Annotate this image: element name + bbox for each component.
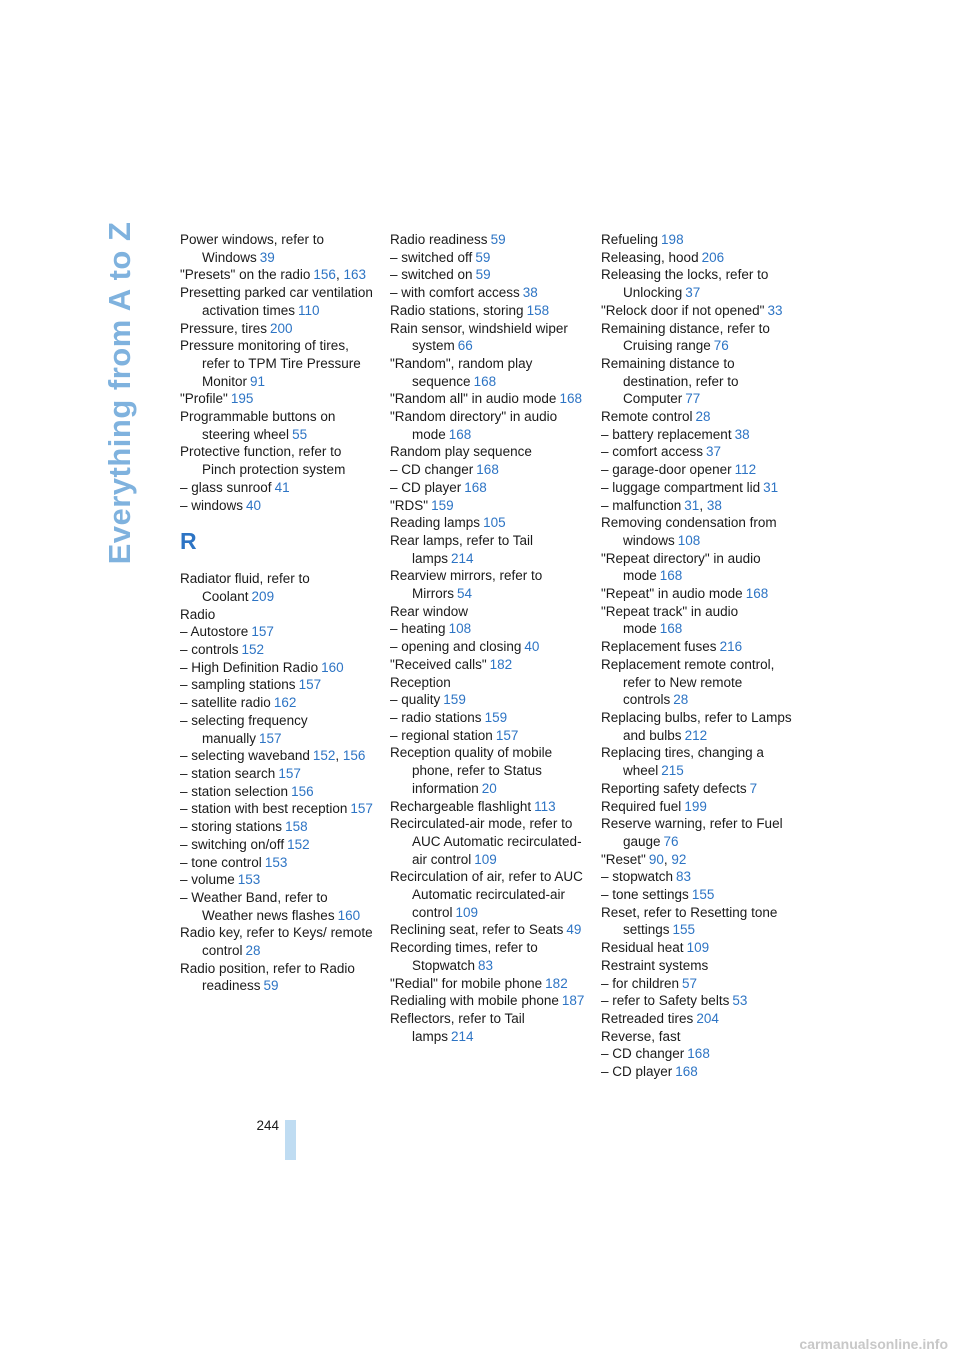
index-entry	[601, 798, 796, 816]
footer-watermark: carmanualsonline.info	[799, 1336, 948, 1352]
index-entry-text: – CD changer	[601, 1046, 685, 1062]
index-entry-text: "Presets" on the radio	[180, 267, 311, 283]
page-reference-link[interactable]: 199	[684, 798, 707, 814]
page-reference-link[interactable]: 157	[298, 677, 322, 693]
index-entry-text: Reclining seat, refer to Seats	[390, 922, 564, 938]
index-entry	[390, 868, 585, 921]
index-entry-text: Rain sensor, windshield wiper system	[390, 320, 568, 354]
index-entry-text: Power windows, refer to Windows	[180, 232, 325, 265]
index-entry-text: – switching on/off	[180, 836, 285, 852]
index-entry	[180, 497, 375, 515]
index-entry	[180, 284, 375, 319]
index-entry	[180, 337, 375, 390]
page-reference-link[interactable]: 168	[659, 621, 683, 637]
page-reference-link[interactable]: 83	[676, 869, 692, 885]
page-reference-link[interactable]: 157	[350, 801, 373, 817]
page-reference-link[interactable]: 168	[464, 479, 487, 495]
page-reference-link[interactable]: 187	[561, 993, 585, 1009]
page-reference-link[interactable]: 41	[274, 479, 290, 495]
page-reference-link[interactable]: 168	[659, 568, 683, 584]
page-reference-link[interactable]: 162	[273, 695, 297, 711]
index-entry-text: "Random directory" in audio mode	[390, 409, 558, 442]
index-entry-text: Removing condensation from windows	[601, 515, 777, 548]
page-reference-link[interactable]: 159	[484, 709, 508, 725]
index-column-1	[180, 231, 375, 995]
page-reference-link[interactable]: 157	[278, 765, 301, 781]
page-reference-link[interactable]: 155	[672, 922, 696, 938]
page-reference-link[interactable]: 113	[534, 798, 556, 814]
index-entry	[601, 514, 796, 549]
page-reference-link[interactable]: 40	[246, 497, 262, 513]
page-reference-link[interactable]: 158	[526, 302, 550, 318]
page-reference-link[interactable]: 57	[682, 975, 698, 991]
index-entry	[390, 656, 585, 674]
page-reference-link[interactable]: 214	[451, 550, 474, 566]
index-entry	[180, 623, 375, 641]
index-entry	[390, 408, 585, 443]
page-reference-link[interactable]: 20	[481, 780, 497, 796]
index-entry	[180, 479, 375, 497]
page-reference-link[interactable]: 112	[734, 462, 757, 478]
index-entry	[390, 284, 585, 302]
index-entry-text: "Random", random play sequence	[390, 355, 533, 389]
index-entry	[390, 514, 585, 532]
index-entry-text: Pressure monitoring of tires, refer to TPM Tire Pressure Monitor	[180, 338, 361, 389]
letter-heading: R	[180, 528, 197, 555]
page-reference-link[interactable]: 160	[337, 907, 361, 923]
page-reference-link[interactable]: 7	[749, 780, 758, 796]
index-entry-text: "Redial" for mobile phone	[390, 975, 543, 991]
page-reference-link[interactable]: 28	[695, 409, 711, 425]
index-entry	[390, 320, 585, 355]
index-entry-text: "Reset"	[601, 851, 646, 867]
index-entry	[180, 408, 375, 443]
index-entry	[601, 638, 796, 656]
index-entry-text: – opening and closing	[390, 639, 522, 655]
index-entry-text: – regional station	[390, 727, 493, 743]
page-reference-link[interactable]: 39	[259, 249, 275, 265]
index-entry-text: Replacement remote control, refer to New remote controls	[601, 656, 775, 708]
index-entry	[180, 443, 375, 478]
index-entry-text: – tone control	[180, 854, 262, 870]
index-entry	[390, 266, 585, 284]
index-entry	[390, 497, 585, 515]
index-entry-text: – stopwatch	[601, 869, 674, 885]
index-entry-text: Releasing the locks, refer to Unlocking	[601, 267, 769, 301]
index-entry	[180, 712, 375, 747]
index-entry	[180, 641, 375, 659]
index-entry	[601, 868, 796, 886]
index-entry-text: – station search	[180, 765, 276, 781]
page-reference-link[interactable]: 168	[448, 426, 472, 442]
index-entry	[390, 709, 585, 727]
index-entry	[390, 975, 585, 993]
index-entry	[601, 744, 796, 779]
index-entry-text: Reception quality of mobile phone, refer to Status information	[390, 745, 553, 796]
index-entry-text: Radio key, refer to Keys/ remote control	[180, 925, 373, 959]
index-entry-text: Reporting safety defects	[601, 780, 747, 796]
index-entry	[390, 567, 585, 602]
index-entry-text: – selecting frequency manually	[180, 712, 308, 746]
index-entry: – selecting waveband 152, 156	[180, 748, 366, 764]
index-entry	[601, 992, 796, 1010]
index-entry-text: – High Definition Radio	[180, 659, 319, 675]
page-reference-link[interactable]: 92	[671, 851, 687, 867]
page-reference-link[interactable]: 59	[490, 232, 506, 247]
index-entry-text: – CD changer	[390, 462, 474, 478]
index-entry	[601, 815, 796, 850]
index-entry-text: Rear lamps, refer to Tail lamps	[390, 532, 534, 566]
index-entry	[601, 320, 796, 355]
page-reference-link[interactable]: 76	[713, 338, 729, 354]
page-reference-link[interactable]: 53	[732, 993, 748, 1009]
index-entry-text: Reflectors, refer to Tail lamps	[390, 1010, 525, 1044]
side-section-title	[100, 221, 140, 565]
index-entry	[601, 461, 796, 479]
index-entry-text: Remaining distance to destination, refer to Computer	[601, 355, 739, 407]
page-reference-link[interactable]: 109	[455, 904, 479, 920]
index-entry	[180, 694, 375, 712]
index-entry-text: – controls	[180, 642, 239, 658]
index-entry	[390, 674, 585, 692]
index-entry	[390, 249, 585, 267]
page-reference-link[interactable]: 159	[431, 497, 454, 513]
index-entry	[601, 443, 796, 461]
index-entry-text: Reading lamps	[390, 515, 481, 531]
page-reference-link[interactable]: 37	[706, 444, 722, 460]
index-entry-text: Programmable buttons on steering wheel	[180, 409, 336, 442]
page-number-bar	[285, 1120, 296, 1160]
index-entry-text: – windows	[180, 497, 244, 513]
index-entry-text: Residual heat	[601, 940, 684, 956]
index-entry	[390, 443, 585, 461]
index-entry	[601, 355, 796, 408]
index-entry-text: Recirculated-air mode, refer to AUC Automatic recirculated-air control	[390, 816, 582, 867]
page-reference-link[interactable]: 66	[457, 338, 473, 354]
index-column-3	[601, 231, 796, 1081]
index-entry	[180, 871, 375, 889]
index-entry	[390, 302, 585, 320]
page-reference-link[interactable]: 105	[483, 515, 506, 531]
index-entry	[390, 603, 585, 621]
page-reference-link[interactable]: 157	[259, 730, 282, 746]
index-entry	[180, 606, 375, 624]
page-reference-link[interactable]: 216	[719, 639, 743, 655]
index-entry	[390, 532, 585, 567]
index-entry	[601, 1010, 796, 1028]
page-reference-link[interactable]: 160	[321, 659, 344, 675]
index-entry-text: "Received calls"	[390, 656, 487, 672]
page-reference-link[interactable]: 155	[691, 887, 715, 903]
index-entry	[390, 727, 585, 745]
index-entry-text: Radio readiness	[390, 232, 488, 247]
page-reference-link[interactable]: 59	[475, 249, 491, 265]
index-entry	[601, 249, 796, 267]
index-entry	[180, 231, 375, 266]
index-entry-text: "Profile"	[180, 391, 228, 407]
index-entry-text: – station selection	[180, 783, 289, 799]
index-entry-text: – quality	[390, 692, 441, 708]
index-entry-text: Replacing tires, changing a wheel	[601, 745, 764, 779]
page-reference-link[interactable]: 198	[661, 232, 684, 247]
index-entry-text: Replacing bulbs, refer to Lamps and bulbs	[601, 709, 792, 743]
page-reference-link[interactable]: 59	[263, 978, 279, 994]
page-reference-link[interactable]: 90	[648, 851, 664, 867]
page-reference-link[interactable]: 55	[292, 426, 308, 442]
index-entry	[390, 691, 585, 709]
index-entry	[180, 889, 375, 924]
index-entry	[601, 479, 796, 497]
index-entry	[180, 765, 375, 783]
page-reference-link[interactable]: 54	[457, 586, 473, 602]
index-entry	[601, 302, 796, 320]
index-entry-text: – tone settings	[601, 887, 689, 903]
index-entry	[601, 408, 796, 426]
index-entry	[601, 957, 796, 975]
page-reference-link[interactable]: 152	[312, 748, 336, 764]
page-reference-link[interactable]: 200	[270, 320, 293, 336]
index-entry	[390, 231, 585, 249]
index-entry	[180, 818, 375, 836]
index-entry	[390, 815, 585, 868]
side-section-title-text: Everything from A to Z	[102, 221, 137, 565]
page-reference-link[interactable]: 28	[245, 943, 261, 959]
index-entry-text: – refer to Safety belts	[601, 993, 730, 1009]
index-entry-text: – CD player	[601, 1064, 673, 1080]
page-reference-link[interactable]: 108	[677, 532, 701, 548]
index-entry	[601, 939, 796, 957]
index-entry	[390, 620, 585, 638]
index-entry	[601, 709, 796, 744]
page-reference-link[interactable]: 38	[522, 285, 538, 301]
index-entry-text: – storing stations	[180, 819, 283, 835]
index-entry-text: Pressure, tires	[180, 320, 268, 336]
page-reference-link[interactable]: 38	[706, 497, 722, 513]
page-reference-link[interactable]: 31	[684, 497, 700, 513]
index-entry-text: Reserve warning, refer to Fuel gauge	[601, 816, 783, 849]
index-entry-text: – with comfort access	[390, 285, 520, 301]
index-entry	[390, 638, 585, 656]
index-entry-text: – radio stations	[390, 709, 482, 725]
page-reference-link[interactable]: 157	[251, 624, 274, 640]
page-reference-link[interactable]: 156	[313, 267, 336, 283]
index-entry	[390, 992, 585, 1010]
index-entry-text: Restraint systems	[601, 957, 709, 973]
page-reference-link[interactable]: 91	[250, 373, 266, 389]
index-entry	[601, 975, 796, 993]
index-entry-text: Reverse, fast	[601, 1028, 681, 1044]
page-reference-link[interactable]: 38	[734, 426, 750, 442]
page-reference-link[interactable]: 168	[559, 391, 582, 407]
index-entry-text: "RDS"	[390, 497, 429, 513]
page-reference-link[interactable]: 182	[545, 975, 568, 991]
index-entry-text: Recirculation of air, refer to AUC Automatic recirculated-air control	[390, 869, 583, 920]
index-entry	[390, 1010, 585, 1045]
index-entry-text: Redialing with mobile phone	[390, 993, 559, 1009]
index-entry	[601, 550, 796, 585]
index-entry	[180, 320, 375, 338]
page-reference-link[interactable]: 163	[343, 267, 366, 283]
page-reference-link[interactable]: 168	[473, 373, 497, 389]
index-entry-text: "Repeat directory" in audio mode	[601, 550, 761, 584]
index-entry	[180, 836, 375, 854]
index-entry-text: Rearview mirrors, refer to Mirrors	[390, 568, 543, 602]
page-reference-link[interactable]: 156	[291, 783, 314, 799]
index-entry	[180, 783, 375, 801]
index-entry	[390, 355, 585, 390]
index-entry-text: Remote control	[601, 409, 693, 425]
index-entry	[390, 798, 585, 816]
index-entry-text: – malfunction	[601, 497, 682, 513]
page-reference-link[interactable]: 31	[763, 479, 779, 495]
index-entry-text: Random play sequence	[390, 444, 532, 460]
index-entry-text: – battery replacement	[601, 426, 732, 442]
index-entry	[601, 886, 796, 904]
page-reference-link[interactable]: 204	[696, 1010, 719, 1026]
index-entry-text: – glass sunroof	[180, 479, 272, 495]
index-entry	[601, 904, 796, 939]
page-reference-link[interactable]: 152	[287, 836, 310, 852]
index-entry: – malfunction 31, 38	[601, 497, 722, 513]
page-reference-link[interactable]: 206	[701, 249, 725, 265]
index-entry	[390, 461, 585, 479]
index-entry-text: – satellite radio	[180, 695, 271, 711]
page-reference-link[interactable]: 77	[685, 391, 701, 407]
index-entry-text: Rechargeable flashlight	[390, 798, 532, 814]
index-entry	[180, 570, 375, 605]
index-entry-text: Radio stations, storing	[390, 302, 524, 318]
page-reference-link[interactable]: 109	[686, 940, 710, 956]
page-reference-link[interactable]: 153	[237, 872, 261, 888]
page-reference-link[interactable]: 76	[663, 833, 679, 849]
index-entry-text: Remaining distance, refer to Cruising range	[601, 320, 770, 354]
page-reference-link[interactable]: 215	[661, 763, 684, 779]
index-entry-text: Radiator fluid, refer to Coolant	[180, 571, 310, 604]
index-entry-text: – CD player	[390, 479, 462, 495]
index-entry-text: Replacement fuses	[601, 639, 717, 655]
index-entry	[180, 924, 375, 959]
index-entry	[601, 266, 796, 301]
index-entry	[390, 921, 585, 939]
index-entry	[180, 960, 375, 995]
index-entry: "Reset" 90, 92	[601, 851, 687, 867]
page-reference-link[interactable]: 168	[675, 1064, 698, 1080]
page-reference-link[interactable]: 153	[264, 854, 288, 870]
page-reference-link[interactable]: 214	[451, 1028, 474, 1044]
index-entry-text: Reset, refer to Resetting tone settings	[601, 904, 778, 938]
page-reference-link[interactable]: 83	[478, 957, 494, 973]
index-entry-text: – station with best reception	[180, 801, 348, 817]
page-reference-link[interactable]: 28	[673, 692, 689, 708]
index-entry-text: Presetting parked car ventilation activation times	[180, 285, 373, 318]
index-entry	[601, 1028, 796, 1046]
page-reference-link[interactable]: 108	[448, 621, 472, 637]
index-entry-text: Radio position, refer to Radio readiness	[180, 960, 355, 994]
page-reference-link[interactable]: 37	[685, 285, 701, 301]
index-entry	[601, 603, 796, 638]
index-entry-text: – garage-door opener	[601, 462, 732, 478]
page-reference-link[interactable]: 33	[767, 302, 783, 318]
index-entry	[390, 939, 585, 974]
page-reference-link[interactable]: 158	[285, 819, 308, 835]
index-entry	[601, 780, 796, 798]
index-entry-text: Retreaded tires	[601, 1010, 694, 1026]
index-entry	[180, 659, 375, 677]
page-reference-link[interactable]: 168	[476, 462, 499, 478]
page-reference-link[interactable]: 168	[745, 586, 769, 602]
index-entry-text: – luggage compartment lid	[601, 479, 761, 495]
page-reference-link[interactable]: 212	[684, 727, 708, 743]
index-entry-text: – comfort access	[601, 444, 704, 460]
page-reference-link[interactable]: 209	[251, 588, 275, 604]
index-entry	[390, 390, 585, 408]
index-entry	[601, 585, 796, 603]
page-reference-link[interactable]: 109	[474, 851, 497, 867]
index-entry-text: – sampling stations	[180, 677, 296, 693]
index-column-2	[390, 231, 585, 1045]
index-entry	[390, 744, 585, 797]
index-entry-text: – switched off	[390, 249, 473, 265]
index-entry-text: Protective function, refer to Pinch protection system	[180, 444, 346, 478]
index-entry-text: "Repeat" in audio mode	[601, 586, 743, 602]
index-entry-text: – Autostore	[180, 624, 249, 640]
index-entry	[180, 854, 375, 872]
index-entry-text: Radio	[180, 606, 216, 622]
page-reference-link[interactable]: 159	[443, 692, 466, 708]
index-entry	[601, 1045, 796, 1063]
index-entry-text: "Relock door if not opened"	[601, 302, 765, 318]
index-entry	[390, 479, 585, 497]
index-entry-text: – heating	[390, 621, 446, 637]
page-reference-link[interactable]: 168	[687, 1046, 710, 1062]
page-reference-link[interactable]: 49	[566, 922, 582, 938]
page-number: 244	[256, 1118, 279, 1133]
index-entry: "Presets" on the radio 156, 163	[180, 267, 366, 283]
index-entry	[601, 231, 796, 249]
index-entry	[601, 656, 796, 709]
page-reference-link[interactable]: 195	[230, 391, 254, 407]
index-entry-text: – Weather Band, refer to Weather news flashes	[180, 889, 335, 923]
index-entry-text: – for children	[601, 975, 680, 991]
index-entry-text: "Random all" in audio mode	[390, 391, 557, 407]
index-entry-text: Rear window	[390, 603, 469, 619]
page-reference-link[interactable]: 59	[475, 267, 491, 283]
index-entry-text: "Repeat track" in audio mode	[601, 603, 739, 637]
index-entry-text: Required fuel	[601, 798, 682, 814]
page-reference-link[interactable]: 40	[524, 639, 540, 655]
page-reference-link[interactable]: 152	[241, 642, 265, 658]
index-entry-text: Releasing, hood	[601, 249, 699, 265]
index-entry-text: Refueling	[601, 232, 659, 247]
index-entry	[601, 1063, 796, 1081]
index-entry-text: – selecting waveband	[180, 748, 310, 764]
page-reference-link[interactable]: 110	[298, 302, 320, 318]
index-entry-text: – volume	[180, 872, 235, 888]
index-entry	[180, 800, 375, 818]
page-reference-link[interactable]: 182	[489, 656, 513, 672]
index-entry-text: Recording times, refer to Stopwatch	[390, 940, 538, 973]
index-entry	[180, 676, 375, 694]
index-entry-text: – switched on	[390, 267, 473, 283]
page-reference-link[interactable]: 157	[495, 727, 519, 743]
index-entry	[601, 426, 796, 444]
index-entry-text: Reception	[390, 674, 451, 690]
index-entry	[180, 390, 375, 408]
page-reference-link[interactable]: 156	[342, 748, 366, 764]
